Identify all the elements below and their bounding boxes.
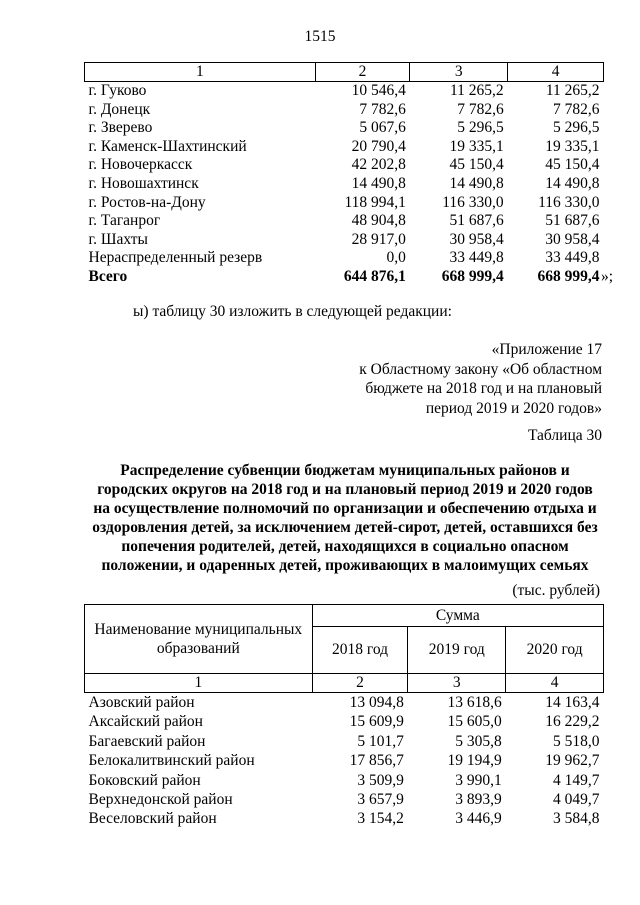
appendix-line: период 2019 и 2020 годов» <box>425 399 602 417</box>
value-2020: 5 296,5 <box>553 119 600 137</box>
column-number: 4 <box>506 674 604 693</box>
value-2020: 4 049,7 <box>553 791 600 809</box>
value-2020: 19 335,1 <box>545 137 600 155</box>
column-number: 4 <box>508 63 604 82</box>
column-number: 2 <box>312 674 408 693</box>
title-line: городских округов на 2018 год и на плановый период 2019 и 2020 годов <box>97 481 593 498</box>
municipality-name: г. Шахты <box>88 230 148 248</box>
value-2020: 11 265,2 <box>545 82 600 99</box>
municipality-name: г. Зверево <box>88 119 153 137</box>
value-2018: 3 509,9 <box>357 771 404 789</box>
appendix-reference <box>359 340 602 418</box>
value-2019: 19 194,9 <box>447 752 502 770</box>
value-2019: 45 150,4 <box>449 156 504 174</box>
value-2018: 28 917,0 <box>351 230 406 248</box>
municipality-name: г. Ростов-на-Дону <box>88 193 206 211</box>
table-row <box>85 82 604 101</box>
value-2018: 13 094,8 <box>349 694 404 711</box>
municipality-name: г. Таганрог <box>88 212 161 230</box>
district-name: Верхнедонской район <box>88 791 233 809</box>
municipality-name: г. Каменск-Шахтинский <box>88 137 247 155</box>
value-2020: 14 490,8 <box>545 174 600 192</box>
value-2020: 3 584,8 <box>553 810 600 828</box>
value-2020: 19 962,7 <box>545 752 600 770</box>
units-label: (тыс. рублей) <box>512 582 600 599</box>
table-label: Таблица 30 <box>527 427 602 444</box>
value-2018: 17 856,7 <box>349 752 404 770</box>
municipality-name: г. Донецк <box>88 100 151 118</box>
value-2019: 116 330,0 <box>442 193 504 211</box>
header-2020: 2020 год <box>506 627 604 674</box>
table-row <box>85 732 604 751</box>
table-row <box>85 175 604 194</box>
value-2019: 33 449,8 <box>449 249 504 267</box>
value-2020: 4 149,7 <box>553 771 600 789</box>
district-name: Аксайский район <box>88 713 203 731</box>
column-number: 2 <box>315 63 410 82</box>
district-name: Белокалитвинский район <box>88 752 255 770</box>
closing-quote: »; <box>601 268 614 285</box>
municipality-name: Нераспределенный резерв <box>88 249 263 267</box>
value-2019: 5 305,8 <box>455 732 502 750</box>
table-row <box>85 751 604 770</box>
value-2018: 20 790,4 <box>351 137 406 155</box>
value-2019: 3 893,9 <box>455 791 502 809</box>
value-2018: 10 546,4 <box>351 82 406 99</box>
value-2018: 5 101,7 <box>357 732 404 750</box>
value-2018: 3 657,9 <box>357 791 404 809</box>
appendix-line: к Областному закону «Об областном <box>359 360 602 378</box>
column-number: 1 <box>85 674 313 693</box>
value-2018: 0,0 <box>386 249 406 267</box>
header-line: образований <box>156 640 240 657</box>
header-2019: 2019 год <box>408 627 506 674</box>
value-2019: 5 296,5 <box>457 119 504 137</box>
table-row <box>85 212 604 231</box>
value-2020: 5 518,0 <box>553 732 600 750</box>
municipality-name: г. Новошахтинск <box>88 174 199 192</box>
table-row <box>85 101 604 120</box>
value-2020: 14 163,4 <box>545 694 600 711</box>
value-2019: 15 605,0 <box>447 713 502 731</box>
table-row <box>85 771 604 790</box>
table-row <box>85 249 604 268</box>
total-label: Всего <box>88 267 128 285</box>
value-2020: 33 449,8 <box>545 249 600 267</box>
value-2019: 11 265,2 <box>450 82 504 99</box>
value-2019: 51 687,6 <box>449 212 504 230</box>
total-2019: 668 999,4 <box>441 267 504 285</box>
district-name: Багаевский район <box>88 732 206 750</box>
table-row <box>85 693 604 713</box>
value-2019: 14 490,8 <box>449 174 504 192</box>
table-row <box>85 231 604 250</box>
table-title <box>88 461 602 575</box>
header-2018: 2018 год <box>312 627 408 674</box>
value-2020: 7 782,6 <box>553 100 600 118</box>
value-2020: 116 330,0 <box>538 193 600 211</box>
table-row <box>85 156 604 175</box>
header-row <box>85 605 604 627</box>
table-row <box>85 790 604 809</box>
column-number: 3 <box>410 63 508 82</box>
appendix-line: бюджете на 2018 год и на плановый <box>365 380 602 397</box>
total-2018: 644 876,1 <box>343 267 406 285</box>
municipality-name: г. Гуково <box>88 82 147 99</box>
title-line: Распределение субвенции бюджетам муниципальных районов и <box>120 462 570 479</box>
table-row <box>85 712 604 731</box>
previous-table-continuation <box>84 62 604 287</box>
value-2018: 7 782,6 <box>359 100 406 118</box>
value-2019: 7 782,6 <box>457 100 504 118</box>
title-line: на осуществление полномочий по организации и обеспечению отдыха и <box>93 500 597 517</box>
value-2018: 5 067,6 <box>359 119 406 137</box>
header-line: Наименование муниципальных <box>94 621 303 638</box>
total-row <box>85 268 604 287</box>
column-number-row <box>85 63 604 82</box>
value-2018: 3 154,2 <box>357 810 404 828</box>
value-2020: 51 687,6 <box>545 212 600 230</box>
municipality-name: г. Новочеркасск <box>88 156 193 174</box>
total-2020: 668 999,4 <box>537 267 600 285</box>
value-2018: 15 609,9 <box>349 713 404 731</box>
value-2020: 16 229,2 <box>545 713 600 731</box>
value-2019: 19 335,1 <box>449 137 504 155</box>
value-2019: 3 990,1 <box>455 771 502 789</box>
column-number: 1 <box>85 63 316 82</box>
value-2019: 13 618,6 <box>447 694 502 711</box>
table-row <box>85 194 604 213</box>
value-2020: 45 150,4 <box>545 156 600 174</box>
district-name: Азовский район <box>88 694 195 711</box>
title-line: положении, и одаренных детей, проживающих в малоимущих семьях <box>101 557 589 574</box>
value-2018: 42 202,8 <box>351 156 406 174</box>
column-number-row <box>85 674 604 693</box>
value-2018: 14 490,8 <box>351 174 406 192</box>
district-name: Веселовский район <box>88 810 217 828</box>
value-2019: 3 446,9 <box>455 810 502 828</box>
district-name: Боковский район <box>88 771 201 789</box>
value-2018: 48 904,8 <box>351 212 406 230</box>
table-row <box>85 119 604 138</box>
appendix-line: «Приложение 17 <box>491 341 602 358</box>
value-2019: 30 958,4 <box>449 230 504 248</box>
page-number: 1515 <box>304 28 336 45</box>
title-line: попечения родителей, детей, находящихся в социально опасном <box>121 538 569 555</box>
title-line: оздоровления детей, за исключением детей-сирот, детей, оставшихся без <box>92 519 598 536</box>
amendment-item: ы) таблицу 30 изложить в следующей редакции: <box>133 303 452 320</box>
table-row <box>85 809 604 828</box>
subvention-table <box>84 604 604 829</box>
header-sum: Сумма <box>312 605 603 627</box>
column-number: 3 <box>408 674 506 693</box>
header-municipality <box>85 605 313 674</box>
value-2018: 118 994,1 <box>344 193 406 211</box>
table-row <box>85 138 604 157</box>
value-2020: 30 958,4 <box>545 230 600 248</box>
